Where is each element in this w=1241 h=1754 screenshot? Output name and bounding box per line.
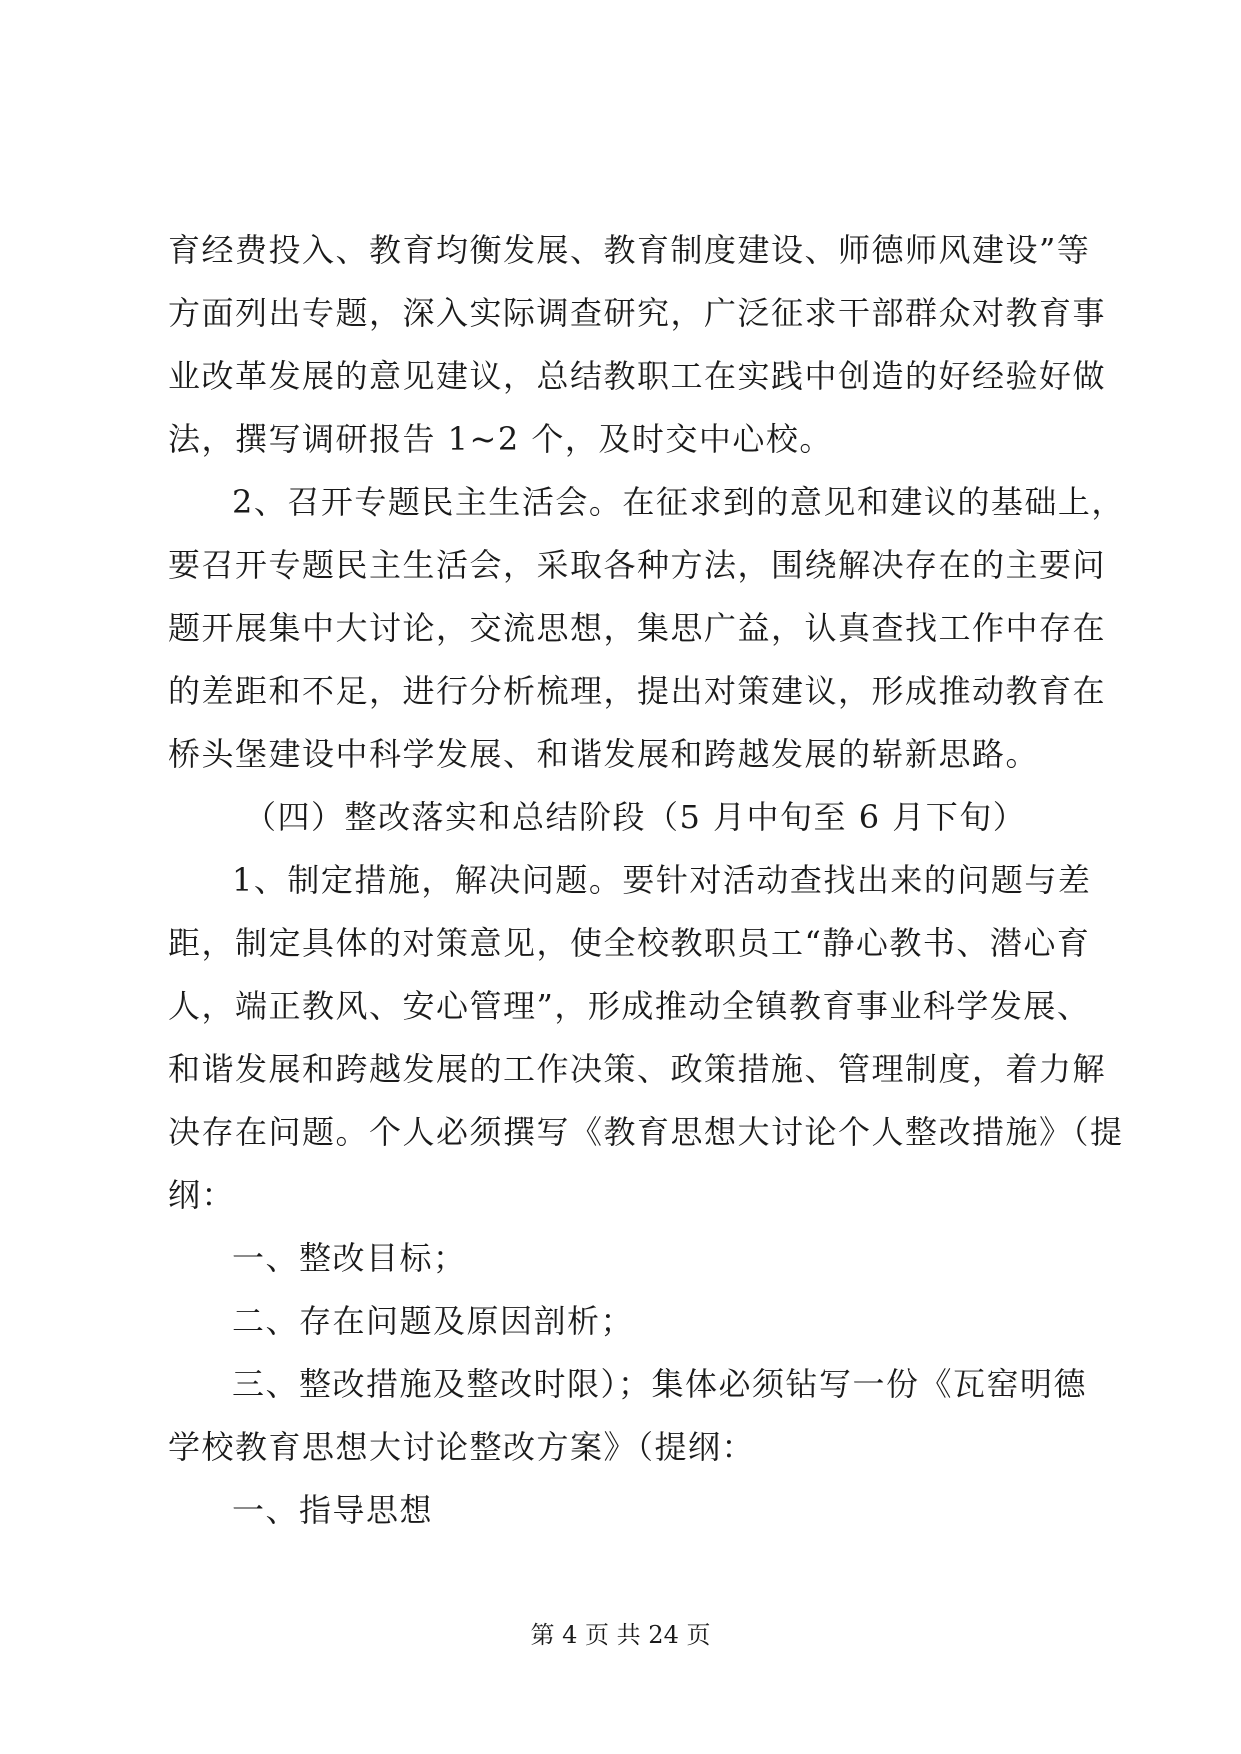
paragraph-start-line: 1、制定措施，解决问题。要针对活动查找出来的问题与差 xyxy=(232,861,1092,899)
text-line: 题开展集中大讨论，交流思想，集思广益，认真查找工作中存在 xyxy=(168,609,1107,647)
page-number-footer: 第 4 页 共 24 页 xyxy=(530,1621,711,1649)
text-line: 桥头堡建设中科学发展、和谐发展和跨越发展的崭新思路。 xyxy=(168,735,1040,773)
text-line: 育经费投入、教育均衡发展、教育制度建设、师德师风建设”等 xyxy=(168,231,1091,269)
outline-item: 一、指导思想 xyxy=(232,1491,434,1529)
text-line: 人，端正教风、安心管理”，形成推动全镇教育事业科学发展、 xyxy=(168,987,1091,1025)
text-line: 业改革发展的意见建议，总结教职工在实践中创造的好经验好做 xyxy=(168,357,1107,395)
text-line: 和谐发展和跨越发展的工作决策、政策措施、管理制度，着力解 xyxy=(168,1050,1107,1088)
text-line: 方面列出专题，深入实际调查研究，广泛征求干部群众对教育事 xyxy=(168,294,1107,332)
outline-item: 三、整改措施及整改时限）；集体必须钻写一份《瓦窑明德 xyxy=(232,1365,1088,1403)
paragraph-start-line: 2、召开专题民主生活会。在征求到的意见和建议的基础上， xyxy=(232,483,1125,521)
text-line: 纲： xyxy=(168,1176,236,1214)
text-line: 距，制定具体的对策意见，使全校教职员工“静心教书、潜心育 xyxy=(168,924,1091,962)
text-line: 学校教育思想大讨论整改方案》（提纲： xyxy=(168,1428,756,1466)
outline-item: 二、存在问题及原因剖析； xyxy=(232,1302,635,1340)
text-line: 法，撰写调研报告 1~2 个，及时交中心校。 xyxy=(168,420,833,458)
text-line: 要召开专题民主生活会，采取各种方法，围绕解决存在的主要问 xyxy=(168,546,1107,584)
text-line: 的差距和不足，进行分析梳理，提出对策建议，形成推动教育在 xyxy=(168,672,1107,710)
text-line: 决存在问题。个人必须撰写《教育思想大讨论个人整改措施》（提 xyxy=(168,1113,1124,1151)
outline-item: 一、整改目标； xyxy=(232,1239,467,1277)
section-heading: （四）整改落实和总结阶段（5 月中旬至 6 月下旬） xyxy=(244,798,1027,836)
